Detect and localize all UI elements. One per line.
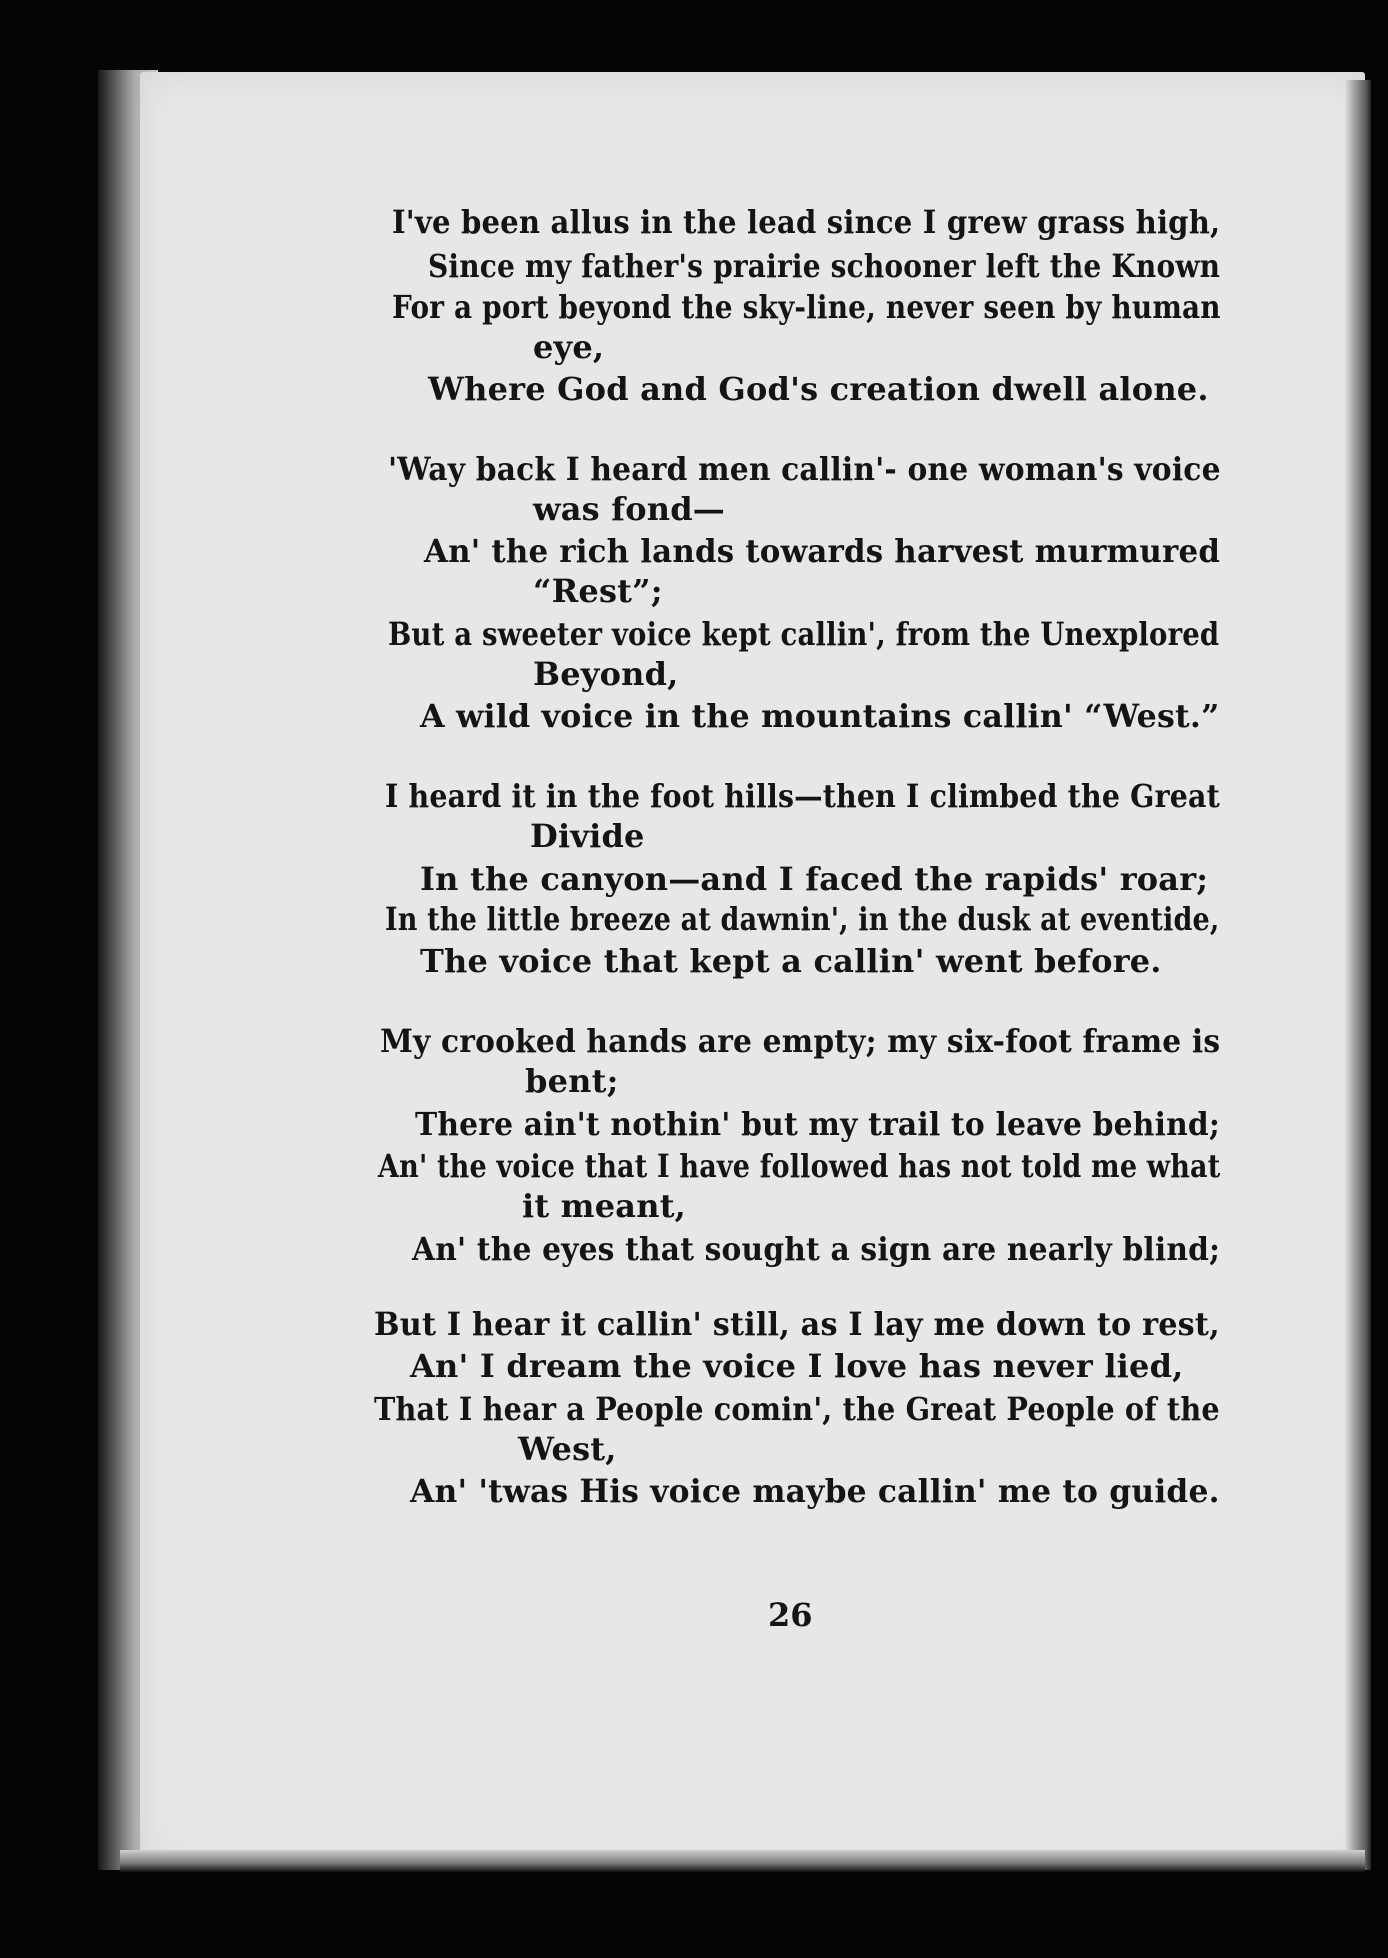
poem-line: An' I dream the voice I love has never lied, — [410, 1347, 1184, 1385]
poem-line: That I hear a People comin', the Great People of the — [374, 1390, 1220, 1428]
poem-line: An' the voice that I have followed has not told me what — [378, 1147, 1221, 1185]
poem-line: I heard it in the foot hills—then I climbed the Great — [385, 777, 1220, 815]
poem-line: But I hear it callin' still, as I lay me down to rest, — [374, 1305, 1220, 1343]
poem-line: 'Way back I heard men callin'- one woman's voice — [388, 450, 1221, 488]
poem-line: The voice that kept a callin' went before. — [420, 942, 1162, 980]
poem-line: Beyond, — [533, 655, 679, 693]
poem-line: Where God and God's creation dwell alone. — [428, 370, 1209, 408]
poem-line: bent; — [525, 1062, 619, 1100]
poem-line: In the little breeze at dawnin', in the dusk at eventide, — [385, 900, 1220, 938]
poem-line: Divide — [530, 817, 645, 855]
poem-line: was fond— — [533, 490, 725, 528]
poem-line: it meant, — [522, 1187, 687, 1225]
poem-line: A wild voice in the mountains callin' “West.” — [420, 697, 1220, 735]
poem-line: Since my father's prairie schooner left the Known — [428, 247, 1221, 285]
poem-line: “Rest”; — [533, 572, 663, 610]
poem-line: eye, — [533, 328, 605, 366]
poem-line: An' 'twas His voice maybe callin' me to guide. — [410, 1472, 1220, 1510]
page-number: 26 — [768, 1596, 813, 1634]
poem-line: In the canyon—and I faced the rapids' roar; — [420, 860, 1209, 898]
poem-line: I've been allus in the lead since I grew grass high, — [392, 203, 1221, 241]
poem-line: There ain't nothin' but my trail to leave behind; — [415, 1105, 1221, 1143]
poem-line: My crooked hands are empty; my six-foot frame is — [380, 1022, 1221, 1060]
poem-line: An' the rich lands towards harvest murmured — [424, 532, 1221, 570]
poem-line: But a sweeter voice kept callin', from the Unexplored — [388, 615, 1220, 653]
poem-line: West, — [518, 1430, 617, 1468]
poem-line: For a port beyond the sky-line, never seen by human — [392, 288, 1221, 326]
poem-line: An' the eyes that sought a sign are nearly blind; — [412, 1230, 1221, 1268]
